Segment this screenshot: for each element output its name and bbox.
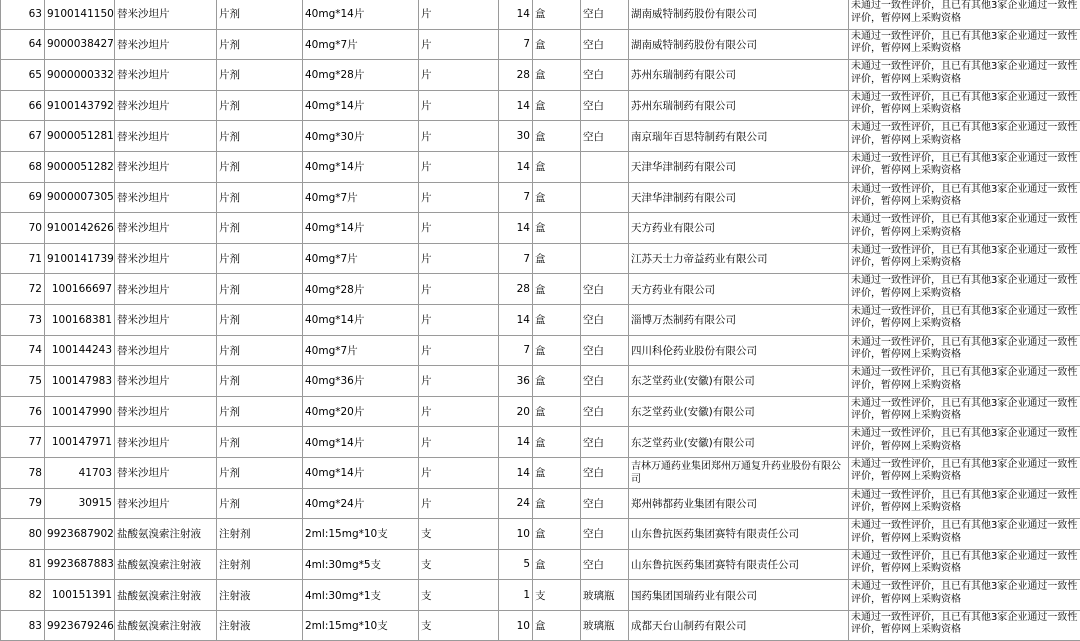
min-unit-cell: 片 bbox=[419, 274, 499, 305]
spec-cell: 40mg*14片 bbox=[303, 151, 419, 182]
conversion-qty-cell: 1 bbox=[499, 580, 533, 611]
spec-cell: 40mg*30片 bbox=[303, 121, 419, 152]
manufacturer-cell: 四川科伦药业股份有限公司 bbox=[629, 335, 849, 366]
package-material-cell: 空白 bbox=[581, 335, 629, 366]
package-material-cell: 空白 bbox=[581, 90, 629, 121]
table-row bbox=[1, 610, 1080, 641]
drug-name-cell: 替米沙坦片 bbox=[115, 396, 217, 427]
remark-cell: 未通过一致性评价，且已有其他3家企业通过一致性评价，暂停网上采购资格 bbox=[849, 580, 1080, 611]
package-material-cell: 空白 bbox=[581, 29, 629, 60]
package-unit-cell: 盒 bbox=[533, 0, 581, 29]
manufacturer-cell: 山东鲁抗医药集团赛特有限责任公司 bbox=[629, 549, 849, 580]
min-unit-cell: 片 bbox=[419, 427, 499, 458]
manufacturer-cell: 苏州东瑞制药有限公司 bbox=[629, 90, 849, 121]
drug-name-cell: 替米沙坦片 bbox=[115, 427, 217, 458]
row-number-cell: 66 bbox=[1, 90, 45, 121]
package-material-cell: 空白 bbox=[581, 60, 629, 91]
drug-code-cell: 9000007305 bbox=[45, 182, 115, 213]
min-unit-cell: 片 bbox=[419, 29, 499, 60]
manufacturer-cell: 天方药业有限公司 bbox=[629, 213, 849, 244]
package-material-cell: 玻璃瓶 bbox=[581, 580, 629, 611]
package-unit-cell: 盒 bbox=[533, 610, 581, 641]
package-unit-cell: 盒 bbox=[533, 182, 581, 213]
drug-code-cell: 9000051282 bbox=[45, 151, 115, 182]
row-number-cell: 69 bbox=[1, 182, 45, 213]
table-row bbox=[1, 519, 1080, 550]
drug-code-cell: 100147983 bbox=[45, 366, 115, 397]
conversion-qty-cell: 14 bbox=[499, 213, 533, 244]
dosage-form-cell: 注射剂 bbox=[217, 549, 303, 580]
drug-name-cell: 盐酸氨溴索注射液 bbox=[115, 549, 217, 580]
table-row bbox=[1, 243, 1080, 274]
row-number-cell: 76 bbox=[1, 396, 45, 427]
dosage-form-cell: 注射剂 bbox=[217, 519, 303, 550]
drug-code-cell: 100147990 bbox=[45, 396, 115, 427]
conversion-qty-cell: 28 bbox=[499, 60, 533, 91]
manufacturer-cell: 天方药业有限公司 bbox=[629, 274, 849, 305]
drug-code-cell: 9000051281 bbox=[45, 121, 115, 152]
conversion-qty-cell: 10 bbox=[499, 610, 533, 641]
package-material-cell: 空白 bbox=[581, 488, 629, 519]
min-unit-cell: 片 bbox=[419, 60, 499, 91]
conversion-qty-cell: 14 bbox=[499, 457, 533, 488]
package-material-cell bbox=[581, 182, 629, 213]
min-unit-cell: 片 bbox=[419, 366, 499, 397]
manufacturer-cell: 吉林万通药业集团郑州万通复升药业股份有限公司 bbox=[629, 457, 849, 488]
row-number-cell: 81 bbox=[1, 549, 45, 580]
package-material-cell: 空白 bbox=[581, 457, 629, 488]
drug-code-cell: 9923679246 bbox=[45, 610, 115, 641]
table-row bbox=[1, 457, 1080, 488]
manufacturer-cell: 成都天台山制药有限公司 bbox=[629, 610, 849, 641]
drug-code-cell: 30915 bbox=[45, 488, 115, 519]
package-material-cell: 空白 bbox=[581, 304, 629, 335]
spec-cell: 2ml:15mg*10支 bbox=[303, 519, 419, 550]
manufacturer-cell: 山东鲁抗医药集团赛特有限责任公司 bbox=[629, 519, 849, 550]
min-unit-cell: 片 bbox=[419, 457, 499, 488]
remark-cell: 未通过一致性评价，且已有其他3家企业通过一致性评价，暂停网上采购资格 bbox=[849, 488, 1080, 519]
table-row bbox=[1, 549, 1080, 580]
manufacturer-cell: 南京瑞年百思特制药有限公司 bbox=[629, 121, 849, 152]
row-number-cell: 82 bbox=[1, 580, 45, 611]
conversion-qty-cell: 14 bbox=[499, 304, 533, 335]
drug-code-cell: 9100141739 bbox=[45, 243, 115, 274]
spec-cell: 40mg*7片 bbox=[303, 243, 419, 274]
dosage-form-cell: 片剂 bbox=[217, 182, 303, 213]
manufacturer-cell: 苏州东瑞制药有限公司 bbox=[629, 60, 849, 91]
table-row bbox=[1, 121, 1080, 152]
min-unit-cell: 片 bbox=[419, 488, 499, 519]
drug-name-cell: 替米沙坦片 bbox=[115, 274, 217, 305]
spec-cell: 4ml:30mg*5支 bbox=[303, 549, 419, 580]
drug-name-cell: 替米沙坦片 bbox=[115, 0, 217, 29]
drug-code-cell: 9923687902 bbox=[45, 519, 115, 550]
manufacturer-cell: 国药集团国瑞药业有限公司 bbox=[629, 580, 849, 611]
spec-cell: 40mg*14片 bbox=[303, 213, 419, 244]
conversion-qty-cell: 10 bbox=[499, 519, 533, 550]
package-material-cell bbox=[581, 243, 629, 274]
package-unit-cell: 盒 bbox=[533, 335, 581, 366]
package-unit-cell: 盒 bbox=[533, 366, 581, 397]
remark-cell: 未通过一致性评价，且已有其他3家企业通过一致性评价，暂停网上采购资格 bbox=[849, 243, 1080, 274]
row-number-cell: 80 bbox=[1, 519, 45, 550]
conversion-qty-cell: 14 bbox=[499, 427, 533, 458]
package-material-cell bbox=[581, 151, 629, 182]
conversion-qty-cell: 36 bbox=[499, 366, 533, 397]
drug-name-cell: 替米沙坦片 bbox=[115, 29, 217, 60]
package-unit-cell: 盒 bbox=[533, 29, 581, 60]
row-number-cell: 67 bbox=[1, 121, 45, 152]
dosage-form-cell: 片剂 bbox=[217, 335, 303, 366]
conversion-qty-cell: 24 bbox=[499, 488, 533, 519]
row-number-cell: 64 bbox=[1, 29, 45, 60]
dosage-form-cell: 片剂 bbox=[217, 274, 303, 305]
drug-name-cell: 替米沙坦片 bbox=[115, 90, 217, 121]
table-row bbox=[1, 580, 1080, 611]
conversion-qty-cell: 28 bbox=[499, 274, 533, 305]
remark-cell: 未通过一致性评价，且已有其他3家企业通过一致性评价，暂停网上采购资格 bbox=[849, 519, 1080, 550]
remark-cell: 未通过一致性评价，且已有其他3家企业通过一致性评价，暂停网上采购资格 bbox=[849, 274, 1080, 305]
package-unit-cell: 支 bbox=[533, 580, 581, 611]
conversion-qty-cell: 7 bbox=[499, 335, 533, 366]
drug-code-cell: 9923687883 bbox=[45, 549, 115, 580]
spec-cell: 2ml:15mg*10支 bbox=[303, 610, 419, 641]
drug-code-cell: 9100141150 bbox=[45, 0, 115, 29]
package-material-cell: 空白 bbox=[581, 274, 629, 305]
manufacturer-cell: 天津华津制药有限公司 bbox=[629, 151, 849, 182]
package-material-cell: 空白 bbox=[581, 549, 629, 580]
remark-cell: 未通过一致性评价，且已有其他3家企业通过一致性评价，暂停网上采购资格 bbox=[849, 151, 1080, 182]
dosage-form-cell: 片剂 bbox=[217, 457, 303, 488]
drug-name-cell: 替米沙坦片 bbox=[115, 366, 217, 397]
manufacturer-cell: 天津华津制药有限公司 bbox=[629, 182, 849, 213]
remark-cell: 未通过一致性评价，且已有其他3家企业通过一致性评价，暂停网上采购资格 bbox=[849, 60, 1080, 91]
spec-cell: 40mg*7片 bbox=[303, 182, 419, 213]
package-unit-cell: 盒 bbox=[533, 457, 581, 488]
spec-cell: 40mg*24片 bbox=[303, 488, 419, 519]
drug-name-cell: 盐酸氨溴索注射液 bbox=[115, 580, 217, 611]
min-unit-cell: 支 bbox=[419, 610, 499, 641]
manufacturer-cell: 郑州韩都药业集团有限公司 bbox=[629, 488, 849, 519]
spec-cell: 40mg*7片 bbox=[303, 29, 419, 60]
dosage-form-cell: 片剂 bbox=[217, 90, 303, 121]
package-unit-cell: 盒 bbox=[533, 121, 581, 152]
remark-cell: 未通过一致性评价，且已有其他3家企业通过一致性评价，暂停网上采购资格 bbox=[849, 335, 1080, 366]
table-row bbox=[1, 151, 1080, 182]
spec-cell: 40mg*28片 bbox=[303, 60, 419, 91]
table-row bbox=[1, 29, 1080, 60]
dosage-form-cell: 片剂 bbox=[217, 304, 303, 335]
min-unit-cell: 片 bbox=[419, 243, 499, 274]
manufacturer-cell: 淄博万杰制药有限公司 bbox=[629, 304, 849, 335]
min-unit-cell: 支 bbox=[419, 519, 499, 550]
spec-cell: 40mg*28片 bbox=[303, 274, 419, 305]
package-unit-cell: 盒 bbox=[533, 60, 581, 91]
manufacturer-cell: 江苏天士力帝益药业有限公司 bbox=[629, 243, 849, 274]
package-unit-cell: 盒 bbox=[533, 488, 581, 519]
package-material-cell: 空白 bbox=[581, 121, 629, 152]
spec-cell: 40mg*14片 bbox=[303, 457, 419, 488]
dosage-form-cell: 注射液 bbox=[217, 610, 303, 641]
package-material-cell: 玻璃瓶 bbox=[581, 610, 629, 641]
min-unit-cell: 片 bbox=[419, 182, 499, 213]
drug-code-cell: 100151391 bbox=[45, 580, 115, 611]
drug-name-cell: 替米沙坦片 bbox=[115, 121, 217, 152]
min-unit-cell: 片 bbox=[419, 151, 499, 182]
table-row bbox=[1, 0, 1080, 29]
drug-name-cell: 替米沙坦片 bbox=[115, 243, 217, 274]
remark-cell: 未通过一致性评价，且已有其他3家企业通过一致性评价，暂停网上采购资格 bbox=[849, 304, 1080, 335]
row-number-cell: 75 bbox=[1, 366, 45, 397]
package-unit-cell: 盒 bbox=[533, 213, 581, 244]
dosage-form-cell: 片剂 bbox=[217, 396, 303, 427]
table-row bbox=[1, 274, 1080, 305]
remark-cell: 未通过一致性评价，且已有其他3家企业通过一致性评价，暂停网上采购资格 bbox=[849, 366, 1080, 397]
row-number-cell: 72 bbox=[1, 274, 45, 305]
dosage-form-cell: 片剂 bbox=[217, 60, 303, 91]
drug-name-cell: 盐酸氨溴索注射液 bbox=[115, 519, 217, 550]
remark-cell: 未通过一致性评价，且已有其他3家企业通过一致性评价，暂停网上采购资格 bbox=[849, 549, 1080, 580]
table-row bbox=[1, 396, 1080, 427]
dosage-form-cell: 片剂 bbox=[217, 243, 303, 274]
row-number-cell: 73 bbox=[1, 304, 45, 335]
drug-code-cell: 9100143792 bbox=[45, 90, 115, 121]
remark-cell: 未通过一致性评价，且已有其他3家企业通过一致性评价，暂停网上采购资格 bbox=[849, 0, 1080, 29]
min-unit-cell: 支 bbox=[419, 580, 499, 611]
remark-cell: 未通过一致性评价，且已有其他3家企业通过一致性评价，暂停网上采购资格 bbox=[849, 29, 1080, 60]
table-row bbox=[1, 60, 1080, 91]
table-row bbox=[1, 213, 1080, 244]
spec-cell: 40mg*14片 bbox=[303, 0, 419, 29]
package-unit-cell: 盒 bbox=[533, 549, 581, 580]
package-unit-cell: 盒 bbox=[533, 243, 581, 274]
drug-code-cell: 9000000332 bbox=[45, 60, 115, 91]
package-material-cell: 空白 bbox=[581, 519, 629, 550]
row-number-cell: 83 bbox=[1, 610, 45, 641]
package-unit-cell: 盒 bbox=[533, 90, 581, 121]
conversion-qty-cell: 20 bbox=[499, 396, 533, 427]
drug-code-cell: 9100142626 bbox=[45, 213, 115, 244]
drug-name-cell: 替米沙坦片 bbox=[115, 60, 217, 91]
drug-name-cell: 替米沙坦片 bbox=[115, 151, 217, 182]
conversion-qty-cell: 7 bbox=[499, 29, 533, 60]
conversion-qty-cell: 5 bbox=[499, 549, 533, 580]
manufacturer-cell: 湖南威特制药股份有限公司 bbox=[629, 29, 849, 60]
spec-cell: 40mg*14片 bbox=[303, 90, 419, 121]
remark-cell: 未通过一致性评价，且已有其他3家企业通过一致性评价，暂停网上采购资格 bbox=[849, 396, 1080, 427]
manufacturer-cell: 东芝堂药业(安徽)有限公司 bbox=[629, 366, 849, 397]
min-unit-cell: 片 bbox=[419, 0, 499, 29]
min-unit-cell: 片 bbox=[419, 90, 499, 121]
row-number-cell: 68 bbox=[1, 151, 45, 182]
dosage-form-cell: 片剂 bbox=[217, 488, 303, 519]
dosage-form-cell: 片剂 bbox=[217, 213, 303, 244]
spec-cell: 40mg*7片 bbox=[303, 335, 419, 366]
remark-cell: 未通过一致性评价，且已有其他3家企业通过一致性评价，暂停网上采购资格 bbox=[849, 457, 1080, 488]
drug-name-cell: 替米沙坦片 bbox=[115, 182, 217, 213]
package-unit-cell: 盒 bbox=[533, 274, 581, 305]
drug-code-cell: 100147971 bbox=[45, 427, 115, 458]
row-number-cell: 78 bbox=[1, 457, 45, 488]
remark-cell: 未通过一致性评价，且已有其他3家企业通过一致性评价，暂停网上采购资格 bbox=[849, 182, 1080, 213]
dosage-form-cell: 注射液 bbox=[217, 580, 303, 611]
dosage-form-cell: 片剂 bbox=[217, 29, 303, 60]
table-row bbox=[1, 335, 1080, 366]
dosage-form-cell: 片剂 bbox=[217, 121, 303, 152]
package-material-cell: 空白 bbox=[581, 396, 629, 427]
spec-cell: 40mg*14片 bbox=[303, 304, 419, 335]
conversion-qty-cell: 14 bbox=[499, 90, 533, 121]
row-number-cell: 77 bbox=[1, 427, 45, 458]
row-number-cell: 71 bbox=[1, 243, 45, 274]
package-material-cell: 空白 bbox=[581, 427, 629, 458]
conversion-qty-cell: 7 bbox=[499, 182, 533, 213]
table-row bbox=[1, 304, 1080, 335]
drug-name-cell: 替米沙坦片 bbox=[115, 335, 217, 366]
drug-name-cell: 替米沙坦片 bbox=[115, 457, 217, 488]
package-unit-cell: 盒 bbox=[533, 427, 581, 458]
min-unit-cell: 片 bbox=[419, 213, 499, 244]
package-unit-cell: 盒 bbox=[533, 151, 581, 182]
table-row bbox=[1, 90, 1080, 121]
spec-cell: 4ml:30mg*1支 bbox=[303, 580, 419, 611]
drug-code-cell: 9000038427 bbox=[45, 29, 115, 60]
manufacturer-cell: 湖南威特制药股份有限公司 bbox=[629, 0, 849, 29]
package-material-cell: 空白 bbox=[581, 366, 629, 397]
package-unit-cell: 盒 bbox=[533, 304, 581, 335]
package-material-cell bbox=[581, 213, 629, 244]
remark-cell: 未通过一致性评价，且已有其他3家企业通过一致性评价，暂停网上采购资格 bbox=[849, 610, 1080, 641]
package-material-cell: 空白 bbox=[581, 0, 629, 29]
row-number-cell: 74 bbox=[1, 335, 45, 366]
remark-cell: 未通过一致性评价，且已有其他3家企业通过一致性评价，暂停网上采购资格 bbox=[849, 213, 1080, 244]
conversion-qty-cell: 7 bbox=[499, 243, 533, 274]
drug-name-cell: 替米沙坦片 bbox=[115, 304, 217, 335]
row-number-cell: 79 bbox=[1, 488, 45, 519]
spec-cell: 40mg*20片 bbox=[303, 396, 419, 427]
table-row bbox=[1, 182, 1080, 213]
min-unit-cell: 片 bbox=[419, 121, 499, 152]
drug-code-cell: 41703 bbox=[45, 457, 115, 488]
dosage-form-cell: 片剂 bbox=[217, 0, 303, 29]
row-number-cell: 65 bbox=[1, 60, 45, 91]
manufacturer-cell: 东芝堂药业(安徽)有限公司 bbox=[629, 396, 849, 427]
spec-cell: 40mg*36片 bbox=[303, 366, 419, 397]
row-number-cell: 70 bbox=[1, 213, 45, 244]
conversion-qty-cell: 14 bbox=[499, 151, 533, 182]
manufacturer-cell: 东芝堂药业(安徽)有限公司 bbox=[629, 427, 849, 458]
min-unit-cell: 片 bbox=[419, 335, 499, 366]
dosage-form-cell: 片剂 bbox=[217, 427, 303, 458]
table-row bbox=[1, 366, 1080, 397]
drug-name-cell: 替米沙坦片 bbox=[115, 213, 217, 244]
min-unit-cell: 片 bbox=[419, 304, 499, 335]
dosage-form-cell: 片剂 bbox=[217, 366, 303, 397]
drug-code-cell: 100166697 bbox=[45, 274, 115, 305]
package-unit-cell: 盒 bbox=[533, 396, 581, 427]
dosage-form-cell: 片剂 bbox=[217, 151, 303, 182]
table-body bbox=[1, 0, 1080, 641]
drug-name-cell: 盐酸氨溴索注射液 bbox=[115, 610, 217, 641]
min-unit-cell: 支 bbox=[419, 549, 499, 580]
drug-code-cell: 100144243 bbox=[45, 335, 115, 366]
package-unit-cell: 盒 bbox=[533, 519, 581, 550]
min-unit-cell: 片 bbox=[419, 396, 499, 427]
drug-code-cell: 100168381 bbox=[45, 304, 115, 335]
remark-cell: 未通过一致性评价，且已有其他3家企业通过一致性评价，暂停网上采购资格 bbox=[849, 90, 1080, 121]
remark-cell: 未通过一致性评价，且已有其他3家企业通过一致性评价，暂停网上采购资格 bbox=[849, 427, 1080, 458]
table-row bbox=[1, 488, 1080, 519]
conversion-qty-cell: 30 bbox=[499, 121, 533, 152]
spec-cell: 40mg*14片 bbox=[303, 427, 419, 458]
remark-cell: 未通过一致性评价，且已有其他3家企业通过一致性评价，暂停网上采购资格 bbox=[849, 121, 1080, 152]
table-row bbox=[1, 427, 1080, 458]
drug-name-cell: 替米沙坦片 bbox=[115, 488, 217, 519]
conversion-qty-cell: 14 bbox=[499, 0, 533, 29]
row-number-cell: 63 bbox=[1, 0, 45, 29]
